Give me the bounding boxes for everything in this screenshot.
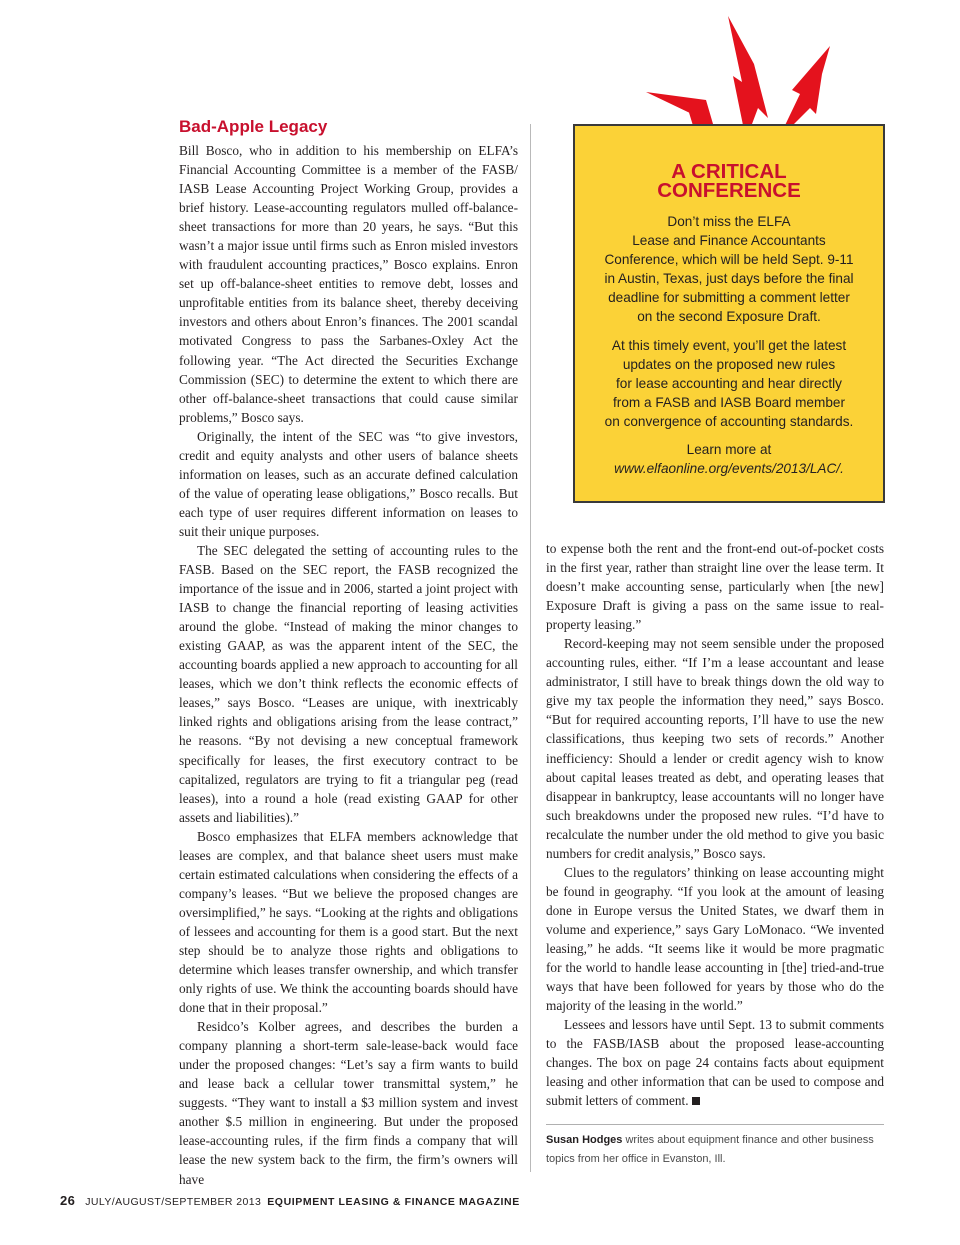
page-footer bbox=[60, 1193, 520, 1208]
article-paragraph: Record-keeping may not seem sensible under the proposed accounting rules, either. “If I’m a lease accountant and lease administrator, I still have to break things down the old way to give my tax people the information they need,” says Bosco. “But for required accounting reports, I’ll have to use the new classifications, thus keeping two sets of records.” Another inefficiency: Should a lender or credit agency wish to know about capital leases treated as debt, and operating leases that disappear in bankruptcy, lease accountants will no longer have such breakdowns under the proposed new rules. “I’d have to recalculate the number under the old method to give you basic numbers for credit analysis,” Bosco says. bbox=[546, 636, 884, 861]
conference-link[interactable]: www.elfaonline.org/events/2013/LAC/. bbox=[614, 461, 844, 477]
sidebar-paragraph: At this timely event, you’ll get the latest updates on the proposed new rules for lease accounting and hear directly from a FASB and IASB Board member on convergence of accounting standards. bbox=[604, 337, 854, 429]
article-right-column bbox=[546, 539, 884, 1110]
conference-sidebar bbox=[573, 124, 885, 503]
article-paragraph: Clues to the regulators’ thinking on lease accounting might be found in geography. “If you look at the amount of leasing done in Europe versus the United States, we dwarf them in volume and experience,” says Gary LoMonaco. “We invented leasing,” he adds. “It seems like it would be more pragmatic for the world to handle lease accounting in [the] tried-and-true ways that have been followed for years by those who do the majority of the leasing in the world.” bbox=[546, 864, 884, 1014]
article-paragraph: to expense both the rent and the front-end out-of-pocket costs in the first year, rather than straight line over the lease term. It doesn’t make accounting sense, particularly when [the new] Exposure Draft is giving a pass on the same issue to real-property leasing.” bbox=[546, 541, 884, 633]
magazine-title: EQUIPMENT LEASING & FINANCE MAGAZINE bbox=[267, 1196, 520, 1208]
author-name: Susan Hodges bbox=[546, 1134, 623, 1146]
article-paragraph: Residco’s Kolber agrees, and describes the burden a company planning a short-term sale-lease-back would face under the proposed changes: “Let’s say a firm wants to build and lease back a cellular tower transmittal system,” he suggests. “They want to install a $3 million system and invest another $.5 million in engineering. But under the proposed lease-accounting rules, if the firm finds a company that will lease the new system back to the firm, the firm’s owners will have bbox=[179, 1019, 518, 1187]
sidebar-title: A CRITICAL CONFERENCE bbox=[657, 160, 801, 202]
article-paragraph: Originally, the intent of the SEC was “to give investors, credit and equity analysts and other users of balance sheets information on leases, such as an accurate defined calculation of the value of operating lease obligations,” Bosco recalls. But each type of user requires different information on leases to suit their unique purposes. bbox=[179, 428, 518, 539]
author-byline bbox=[546, 1131, 884, 1169]
byline-divider bbox=[546, 1124, 884, 1125]
article-paragraph: The SEC delegated the setting of accounting rules to the FASB. Based on the SEC report, the FASB recognized the importance of the issue and in 2006, started a joint project with IASB to change the financial reporting of leasing activities around the globe. “Instead of making the minor changes to existing GAAP, as was the apparent intent of the SEC, the accounting boards applied a new approach to accounting for all leases, which we don’t think reflects the economic effects of leases,” says Bosco. “Leases are unique, with inextricably linked rights and obligations arising from the lease contract,” he reasons. “By not devising a new conceptual framework specifically for leases, the first executory contract to be capitalized, regulators are trying to fit a triangular peg (read leases), into a round a hole (read existing GAAP for other assets and liabilities).” bbox=[179, 542, 518, 825]
article-left-column bbox=[179, 141, 518, 1189]
section-heading: Bad-Apple Legacy bbox=[179, 117, 328, 136]
issue-date: JULY/AUGUST/SEPTEMBER 2013 bbox=[85, 1196, 262, 1208]
sidebar-body bbox=[589, 212, 869, 487]
end-of-article-icon bbox=[692, 1097, 700, 1105]
sidebar-paragraph: Don’t miss the ELFA Lease and Finance Accountants Conference, which will be held Sept. 9-11 in Austin, Texas, just days before the final deadline for submitting a comment letter on the second Exposure Draft. bbox=[604, 214, 854, 325]
article-paragraph-text: Lessees and lessors have until Sept. 13 to submit comments to the FASB/IASB about the proposed lease-accounting changes. The box on page 24 contains facts about equipment leasing and other information that can be used to compose and submit letters of comment. bbox=[546, 1017, 884, 1109]
author-bio: writes about equipment finance and other business topics from her office in Evanston, Ill. bbox=[546, 1134, 874, 1165]
column-divider bbox=[530, 124, 531, 1172]
learn-more-label: Learn more at bbox=[686, 442, 772, 458]
page-number: 26 bbox=[60, 1193, 76, 1208]
article-paragraph: Bill Bosco, who in addition to his membership on ELFA’s Financial Accounting Committee is a member of the FASB/ IASB Lease Accounting Project Working Group, provides a brief history. Lease-accounting regulators mulled off-balance-sheet transactions for more than 20 years, he says. “But this wasn’t a major issue until firms such as Enron misled investors with fraudulent accounting practices,” Bosco explains. Enron set up off-balance-sheet entities to remove debt, losses and unprofitable entities from its balance sheet, thereby deceiving investors and others about Enron’s finances. The 2001 scandal motivated Congress to pass the Sarbanes-Oxley Act the following year. “The Act directed the Securities Exchange Commission (SEC) to determine the extent to which there are other off-balance-sheet transactions that could cause similar problems,” Bosco says. bbox=[179, 143, 518, 425]
article-paragraph bbox=[546, 1015, 884, 1110]
sidebar-learn-more bbox=[589, 440, 869, 478]
article-paragraph: Bosco emphasizes that ELFA members acknowledge that leases are complex, and that balance sheet users must make certain estimated calculations when considering the effects of a company’s leases. “But we believe the proposed changes are oversimplified,” he says. “Looking at the rights and obligations of lessees and accounting for them is a good start. But the next step should be to analyze those rights and obligations to determine which leases transfer ownership, and which transfer only rights of use. We think the accounting boards should have done that in their proposal.” bbox=[179, 828, 518, 1016]
